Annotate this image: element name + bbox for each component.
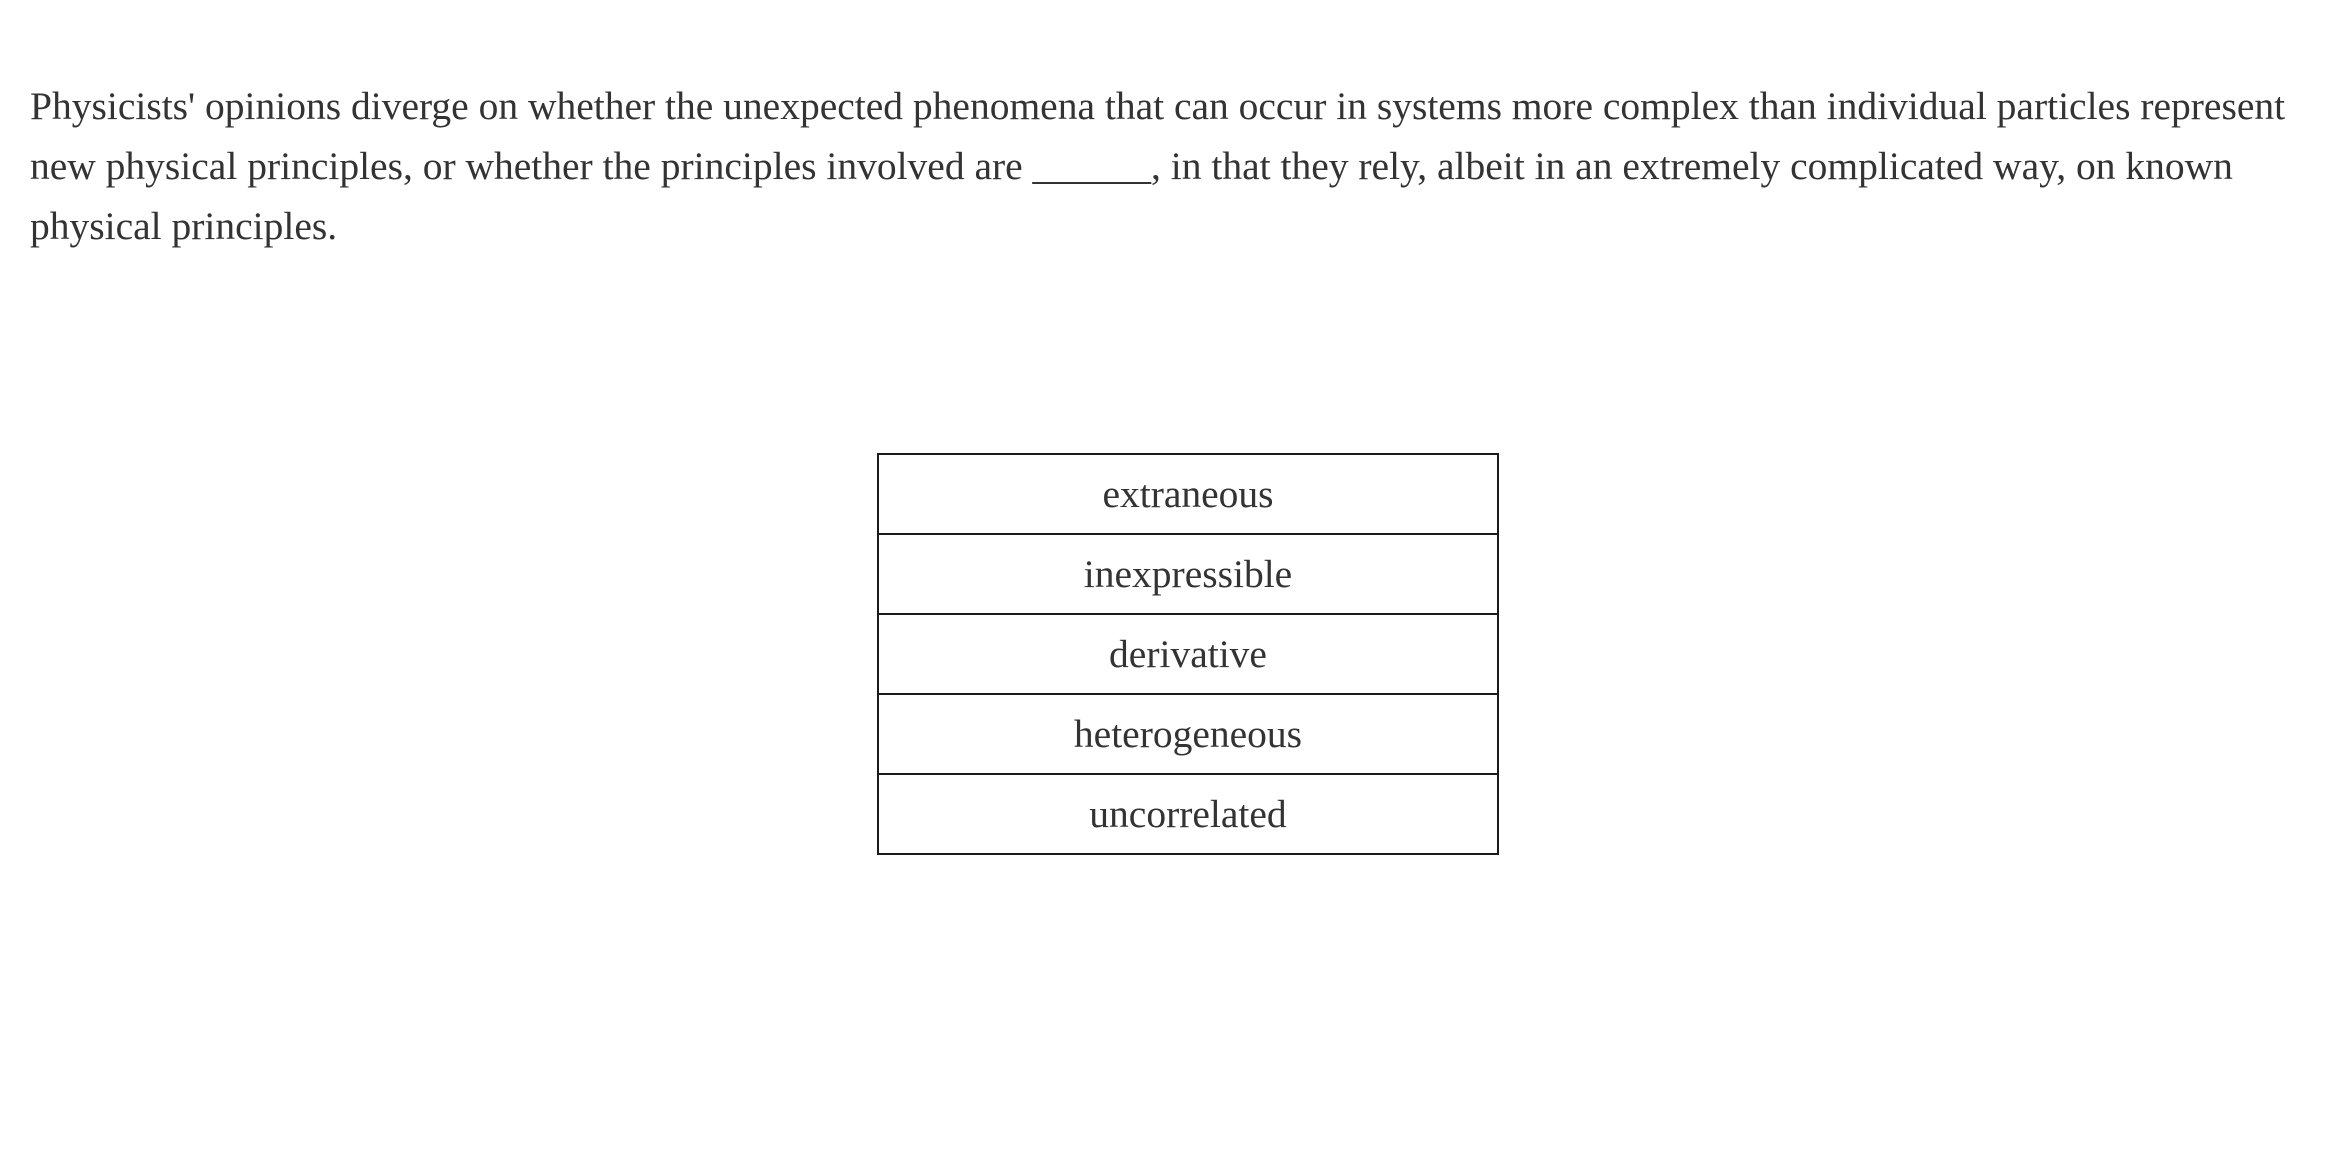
answer-choice-row <box>878 694 1498 774</box>
answer-choice-row <box>878 454 1498 534</box>
answer-choice-row <box>878 614 1498 694</box>
answer-choice-row <box>878 534 1498 614</box>
answer-choice-uncorrelated[interactable]: uncorrelated <box>878 774 1498 854</box>
answer-choices-table <box>877 453 1499 855</box>
answer-choice-extraneous[interactable]: extraneous <box>878 454 1498 534</box>
answer-choice-inexpressible[interactable]: inexpressible <box>878 534 1498 614</box>
answer-choice-row <box>878 774 1498 854</box>
answer-choice-derivative[interactable]: derivative <box>878 614 1498 694</box>
answer-choice-heterogeneous[interactable]: heterogeneous <box>878 694 1498 774</box>
question-text: Physicists' opinions diverge on whether the unexpected phenomena that can occur in systems more complex than individual particles represent new physical principles, or whether the principles involved are ______, in that they rely, albeit in an extremely complicated way, on known physical principles. <box>30 84 2286 248</box>
